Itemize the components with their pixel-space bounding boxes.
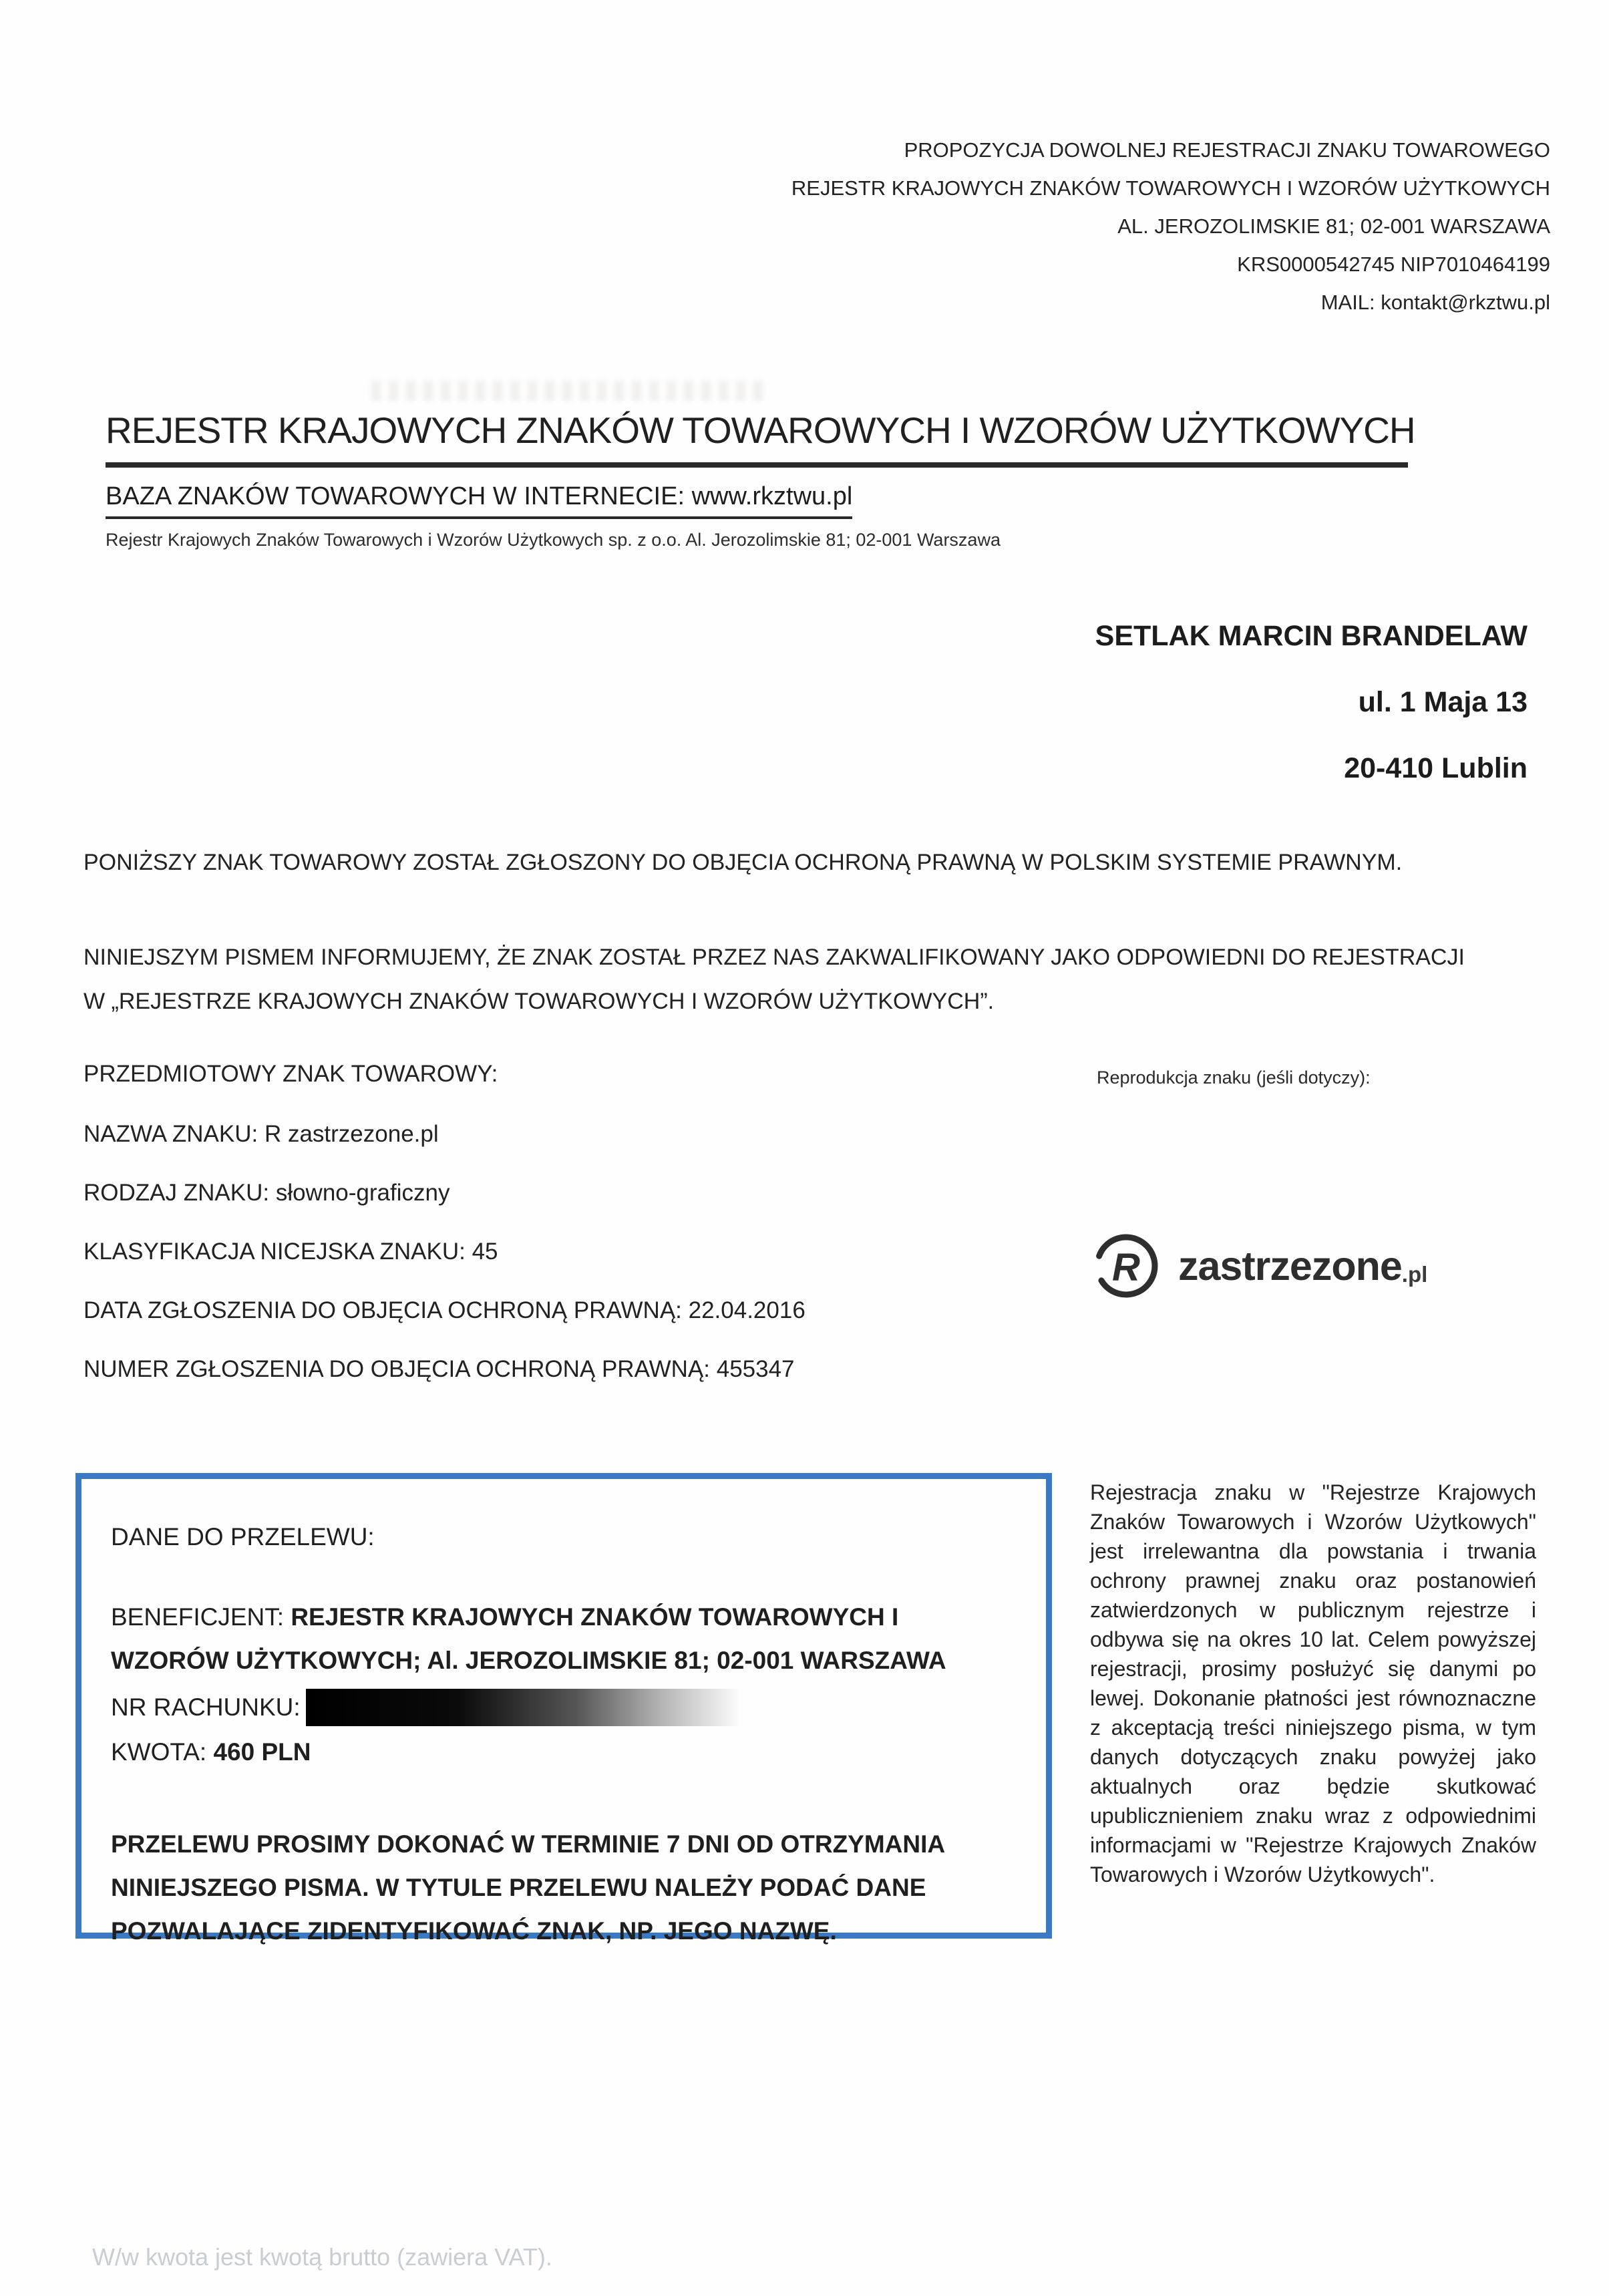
account-number-redaction-bar <box>306 1689 740 1726</box>
beneficiary-label: BENEFICJENT: <box>111 1603 285 1631</box>
field-value: 45 <box>472 1239 498 1265</box>
field-label: RODZAJ ZNAKU: <box>83 1180 270 1206</box>
reproduction-label: Reprodukcja znaku (jeśli dotyczy): <box>1097 1068 1371 1088</box>
sender-header-line: REJESTR KRAJOWYCH ZNAKÓW TOWAROWYCH I WZORÓW UŻYTKOWYCH <box>791 176 1550 200</box>
field-row-filing-number <box>83 1356 806 1415</box>
field-value: 22.04.2016 <box>688 1297 806 1323</box>
field-value: słowno-graficzny <box>275 1180 450 1206</box>
sender-header-line: AL. JEROZOLIMSKIE 81; 02-001 WARSZAWA <box>1117 214 1550 238</box>
recipient-street: ul. 1 Maja 13 <box>1358 686 1528 718</box>
trademark-fields <box>83 1121 806 1415</box>
field-label: NUMER ZGŁOSZENIA DO OBJĘCIA OCHRONĄ PRAWNĄ: <box>83 1356 710 1382</box>
trademark-logo <box>1091 1231 1427 1301</box>
beneficiary-line <box>111 1595 1006 1682</box>
trademark-section-label: PRZEDMIOTOWY ZNAK TOWAROWY: <box>83 1061 498 1087</box>
body-paragraph-1: PONIŻSZY ZNAK TOWAROWY ZOSTAŁ ZGŁOSZONY DO OBJĘCIA OCHRONĄ PRAWNĄ W POLSKIM SYSTEMIE PRAWNYM. <box>83 850 1403 875</box>
field-label: KLASYFIKACJA NICEJSKA ZNAKU: <box>83 1239 466 1265</box>
logo-wordmark: zastrzezone <box>1178 1243 1402 1289</box>
circle-r-icon <box>1091 1231 1161 1301</box>
beneficiary-value: REJESTR KRAJOWYCH ZNAKÓW TOWAROWYCH I WZORÓW UŻYTKOWYCH; Al. JEROZOLIMSKIE 81; 02-001 WARSZAWA <box>111 1603 946 1674</box>
amount-value: 460 PLN <box>213 1738 311 1766</box>
masthead <box>106 409 1535 550</box>
legal-side-note: Rejestracja znaku w "Rejestrze Krajowych Znaków Towarowych i Wzorów Użytkowych" jest irrelewantna dla powstania i trwania ochrony prawnej znaku oraz postanowień zatwierdzonych w publicznym rejestrze i odbywa się na okres 10 lat. Celem powyższej rejestracji, prosimy posłużyć się danymi po lewej. Dokonanie płatności jest równoznaczne z akceptacją treści niniejszego pisma, w tym danych dotyczących znaku powyżej jako aktualnych oraz będzie skutkować upublicznieniem znaku wraz z odpowiednimi informacjami w "Rejestrze Krajowych Znaków Towarowych i Wzorów Użytkowych". <box>1090 1480 1536 1887</box>
recipient-city: 20-410 Lublin <box>1344 752 1528 784</box>
sender-header-line: KRS0000542745 NIP7010464199 <box>1237 253 1550 276</box>
transfer-data-box <box>75 1473 1052 1945</box>
field-value: 455347 <box>716 1356 795 1382</box>
transfer-heading: DANE DO PRZELEWU: <box>111 1523 375 1550</box>
field-label: DATA ZGŁOSZENIA DO OBJĘCIA OCHRONĄ PRAWNĄ: <box>83 1297 682 1323</box>
logo-tld: .pl <box>1401 1262 1428 1287</box>
field-row-nice-class <box>83 1239 806 1297</box>
amount-label: KWOTA: <box>111 1738 207 1766</box>
recipient-name: SETLAK MARCIN BRANDELAW <box>1095 620 1528 652</box>
masthead-subtitle: BAZA ZNAKÓW TOWAROWYCH W INTERNECIE: www.rkztwu.pl <box>106 482 852 519</box>
field-value: R zastrzezone.pl <box>264 1121 439 1147</box>
payment-instruction: PRZELEWU PROSIMY DOKONAĆ W TERMINIE 7 DNI OD OTRZYMANIA NINIEJSZEGO PISMA. W TYTULE PRZELEWU NALEŻY PODAĆ DANE POZWALAJĄCE ZIDENTYFIKOWAĆ ZNAK, NP. JEGO NAZWĘ. <box>111 1830 944 1945</box>
field-row-kind <box>83 1180 806 1239</box>
field-label: NAZWA ZNAKU: <box>83 1121 258 1147</box>
scan-artifact <box>371 381 765 401</box>
body-paragraph-2: NINIEJSZYM PISMEM INFORMUJEMY, ŻE ZNAK ZOSTAŁ PRZEZ NAS ZAKWALIFIKOWANY JAKO ODPOWIEDNI DO REJESTRACJI W „REJESTRZE KRAJOWYCH ZNAKÓW TOWAROWYCH I WZORÓW UŻYTKOWYCH”. <box>83 945 1465 1014</box>
account-label: NR RACHUNKU: <box>111 1693 301 1721</box>
account-row <box>111 1689 1018 1726</box>
vat-footer-note: W/w kwota jest kwotą brutto (zawiera VAT). <box>92 2243 552 2271</box>
svg-text:R: R <box>1112 1246 1140 1289</box>
masthead-address: Rejestr Krajowych Znaków Towarowych i Wzorów Użytkowych sp. z o.o. Al. Jerozolimskie 81; 02-001 Warszawa <box>106 530 1001 550</box>
field-row-name <box>83 1121 806 1180</box>
sender-header <box>791 131 1550 321</box>
field-row-filing-date <box>83 1297 806 1356</box>
page-title: REJESTR KRAJOWYCH ZNAKÓW TOWAROWYCH I WZORÓW UŻYTKOWYCH <box>106 409 1408 468</box>
amount-row <box>111 1738 1018 1766</box>
sender-header-line: MAIL: kontakt@rkztwu.pl <box>1320 291 1550 314</box>
sender-header-line: PROPOZYCJA DOWOLNEJ REJESTRACJI ZNAKU TOWAROWEGO <box>904 138 1550 162</box>
recipient-block <box>1095 603 1528 802</box>
